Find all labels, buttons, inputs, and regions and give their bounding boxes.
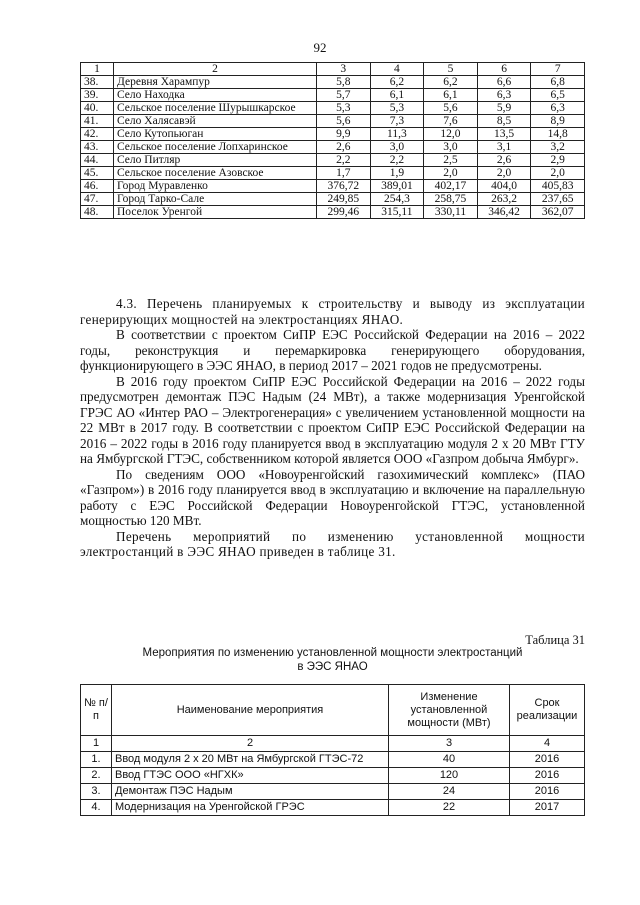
row-number: 43. — [81, 141, 114, 154]
value-cell: 1,7 — [317, 167, 371, 180]
table-row — [81, 76, 585, 89]
value-cell: 2,6 — [317, 141, 371, 154]
value-cell: 362,07 — [531, 206, 585, 219]
value-cell: 1,9 — [370, 167, 424, 180]
header-cell: 3 — [317, 63, 371, 76]
capacity-change: 120 — [389, 768, 510, 784]
section-4-3 — [80, 296, 585, 560]
header-cell: 1 — [81, 63, 114, 76]
value-cell: 5,9 — [477, 102, 531, 115]
page-number: 92 — [313, 40, 327, 55]
implementation-year: 2016 — [510, 784, 585, 800]
value-cell: 315,11 — [370, 206, 424, 219]
value-cell: 6,2 — [424, 76, 478, 89]
table-row — [81, 193, 585, 206]
capacity-change: 24 — [389, 784, 510, 800]
table-row — [81, 154, 585, 167]
row-number: 4. — [81, 800, 112, 816]
value-cell: 2,9 — [531, 154, 585, 167]
table-31-header-row — [81, 685, 585, 736]
value-cell: 2,5 — [424, 154, 478, 167]
value-cell: 5,7 — [317, 89, 371, 102]
row-number: 41. — [81, 115, 114, 128]
row-number: 39. — [81, 89, 114, 102]
value-cell: 263,2 — [477, 193, 531, 206]
row-number: 40. — [81, 102, 114, 115]
settlement-name: Деревня Харампур — [114, 76, 317, 89]
table-31-title-line1: Мероприятия по изменению установленной мощности электростанций — [142, 647, 523, 659]
measure-name: Демонтаж ПЭС Надым — [112, 784, 389, 800]
table-31-title-line2: в ЭЭС ЯНАО — [297, 661, 368, 673]
paragraph: Перечень мероприятий по изменению установленной мощности электростанций в ЭЭС ЯНАО приведен в таблице 31. — [80, 528, 585, 559]
paragraph: В соответствии с проектом СиПР ЕЭС Российской Федерации на 2016 – 2022 годы, реконструкция и перемаркировка генерирующего оборудования, функционирующего в ЭЭС ЯНАО, в период 2017 – 2021 годов не предусмотрены. — [80, 327, 585, 373]
value-cell: 6,6 — [477, 76, 531, 89]
value-cell: 6,3 — [477, 89, 531, 102]
table-row — [81, 800, 585, 816]
value-cell: 7,6 — [424, 115, 478, 128]
value-cell: 299,46 — [317, 206, 371, 219]
table-row — [81, 102, 585, 115]
row-number: 1. — [81, 752, 112, 768]
value-cell: 3,2 — [531, 141, 585, 154]
table-31-body — [81, 752, 585, 816]
value-cell: 13,5 — [477, 128, 531, 141]
capacity-change: 40 — [389, 752, 510, 768]
measure-name: Модернизация на Уренгойской ГРЭС — [112, 800, 389, 816]
value-cell: 5,6 — [424, 102, 478, 115]
implementation-year: 2017 — [510, 800, 585, 816]
row-number: 48. — [81, 206, 114, 219]
implementation-year: 2016 — [510, 752, 585, 768]
value-cell: 6,2 — [370, 76, 424, 89]
table-row — [81, 115, 585, 128]
value-cell: 404,0 — [477, 180, 531, 193]
settlement-name: Сельское поселение Азовское — [114, 167, 317, 180]
paragraph: По сведениям ООО «Новоуренгойский газохимический комплекс» (ПАО «Газпром») в 2016 году планируется ввод в эксплуатацию и включение на параллельную работу с ЕЭС Российской Федерации Новоуренгойской ГТЭС, установленной мощностью 120 МВт. — [80, 466, 585, 528]
settlement-name: Сельское поселение Шурышкарское — [114, 102, 317, 115]
value-cell: 402,17 — [424, 180, 478, 193]
value-cell: 7,3 — [370, 115, 424, 128]
row-number: 47. — [81, 193, 114, 206]
table-row — [81, 167, 585, 180]
table-31-index-row — [81, 736, 585, 752]
paragraph: В 2016 году проектом СиПР ЕЭС Российской Федерации на 2016 – 2022 годы предусмотрен демонтаж ПЭС Надым (24 МВт), а также модернизация Уренгойской ГРЭС АО «Интер РАО – Электрогенерация» с увеличением установленной мощности на 22 МВт в 2017 году. В соответствии с проектом СиПР ЕЭС Российской Федерации на 2016 – 2022 годы в 2016 году планируется ввод в эксплуатацию модуля 2 х 20 МВт ГТУ на Ямбургской ГТЭС, собственником которой является ООО «Газпром добыча Ямбург». — [80, 373, 585, 466]
value-cell: 249,85 — [317, 193, 371, 206]
table-row — [81, 141, 585, 154]
header-change: Изменение установленной мощности (МВт) — [389, 685, 510, 736]
paragraph: 4.3. Перечень планируемых к строительству и выводу из эксплуатации генерирующих мощностей на электростанциях ЯНАО. — [80, 296, 585, 327]
value-cell: 14,8 — [531, 128, 585, 141]
value-cell: 5,3 — [317, 102, 371, 115]
header-name: Наименование мероприятия — [112, 685, 389, 736]
value-cell: 6,8 — [531, 76, 585, 89]
row-number: 42. — [81, 128, 114, 141]
value-cell: 8,9 — [531, 115, 585, 128]
header-cell: 2 — [114, 63, 317, 76]
table-31 — [80, 684, 585, 816]
index-cell: 1 — [81, 736, 112, 752]
value-cell: 6,3 — [531, 102, 585, 115]
settlement-name: Город Тарко-Сале — [114, 193, 317, 206]
value-cell: 2,0 — [477, 167, 531, 180]
capacity-change: 22 — [389, 800, 510, 816]
value-cell: 5,8 — [317, 76, 371, 89]
value-cell: 3,0 — [370, 141, 424, 154]
table-30-body — [81, 76, 585, 219]
index-cell: 4 — [510, 736, 585, 752]
value-cell: 6,1 — [424, 89, 478, 102]
header-cell: 4 — [370, 63, 424, 76]
value-cell: 9,9 — [317, 128, 371, 141]
row-number: 2. — [81, 768, 112, 784]
value-cell: 5,3 — [370, 102, 424, 115]
settlement-name: Город Муравленко — [114, 180, 317, 193]
header-cell: 6 — [477, 63, 531, 76]
table-row — [81, 89, 585, 102]
index-cell: 2 — [112, 736, 389, 752]
value-cell: 2,2 — [370, 154, 424, 167]
table-row — [81, 180, 585, 193]
value-cell: 254,3 — [370, 193, 424, 206]
table-row — [81, 784, 585, 800]
value-cell: 258,75 — [424, 193, 478, 206]
value-cell: 3,1 — [477, 141, 531, 154]
value-cell: 6,5 — [531, 89, 585, 102]
header-cell: 7 — [531, 63, 585, 76]
table-30-continuation — [80, 62, 585, 219]
index-cell: 3 — [389, 736, 510, 752]
measure-name: Ввод модуля 2 х 20 МВт на Ямбургской ГТЭС-72 — [112, 752, 389, 768]
value-cell: 346,42 — [477, 206, 531, 219]
row-number: 38. — [81, 76, 114, 89]
value-cell: 389,01 — [370, 180, 424, 193]
settlement-name: Село Находка — [114, 89, 317, 102]
value-cell: 237,65 — [531, 193, 585, 206]
table-row — [81, 128, 585, 141]
implementation-year: 2016 — [510, 768, 585, 784]
row-number: 3. — [81, 784, 112, 800]
value-cell: 405,83 — [531, 180, 585, 193]
table-row — [81, 206, 585, 219]
table-31-title — [80, 646, 585, 674]
settlement-name: Поселок Уренгой — [114, 206, 317, 219]
value-cell: 5,6 — [317, 115, 371, 128]
table-row — [81, 752, 585, 768]
settlement-name: Село Халясавэй — [114, 115, 317, 128]
settlement-name: Село Питляр — [114, 154, 317, 167]
header-cell: 5 — [424, 63, 478, 76]
value-cell: 2,2 — [317, 154, 371, 167]
value-cell: 11,3 — [370, 128, 424, 141]
value-cell: 12,0 — [424, 128, 478, 141]
value-cell: 2,6 — [477, 154, 531, 167]
value-cell: 2,0 — [424, 167, 478, 180]
value-cell: 3,0 — [424, 141, 478, 154]
value-cell: 376,72 — [317, 180, 371, 193]
settlement-name: Село Кутопьюган — [114, 128, 317, 141]
header-term: Срок реализации — [510, 685, 585, 736]
value-cell: 6,1 — [370, 89, 424, 102]
table-header-row — [81, 63, 585, 76]
value-cell: 8,5 — [477, 115, 531, 128]
value-cell: 2,0 — [531, 167, 585, 180]
row-number: 45. — [81, 167, 114, 180]
table-31-label: Таблица 31 — [525, 633, 585, 647]
settlement-name: Сельское поселение Лопхаринское — [114, 141, 317, 154]
row-number: 46. — [81, 180, 114, 193]
row-number: 44. — [81, 154, 114, 167]
measure-name: Ввод ГТЭС ООО «НГХК» — [112, 768, 389, 784]
value-cell: 330,11 — [424, 206, 478, 219]
header-num: № п/п — [81, 685, 112, 736]
table-row — [81, 768, 585, 784]
